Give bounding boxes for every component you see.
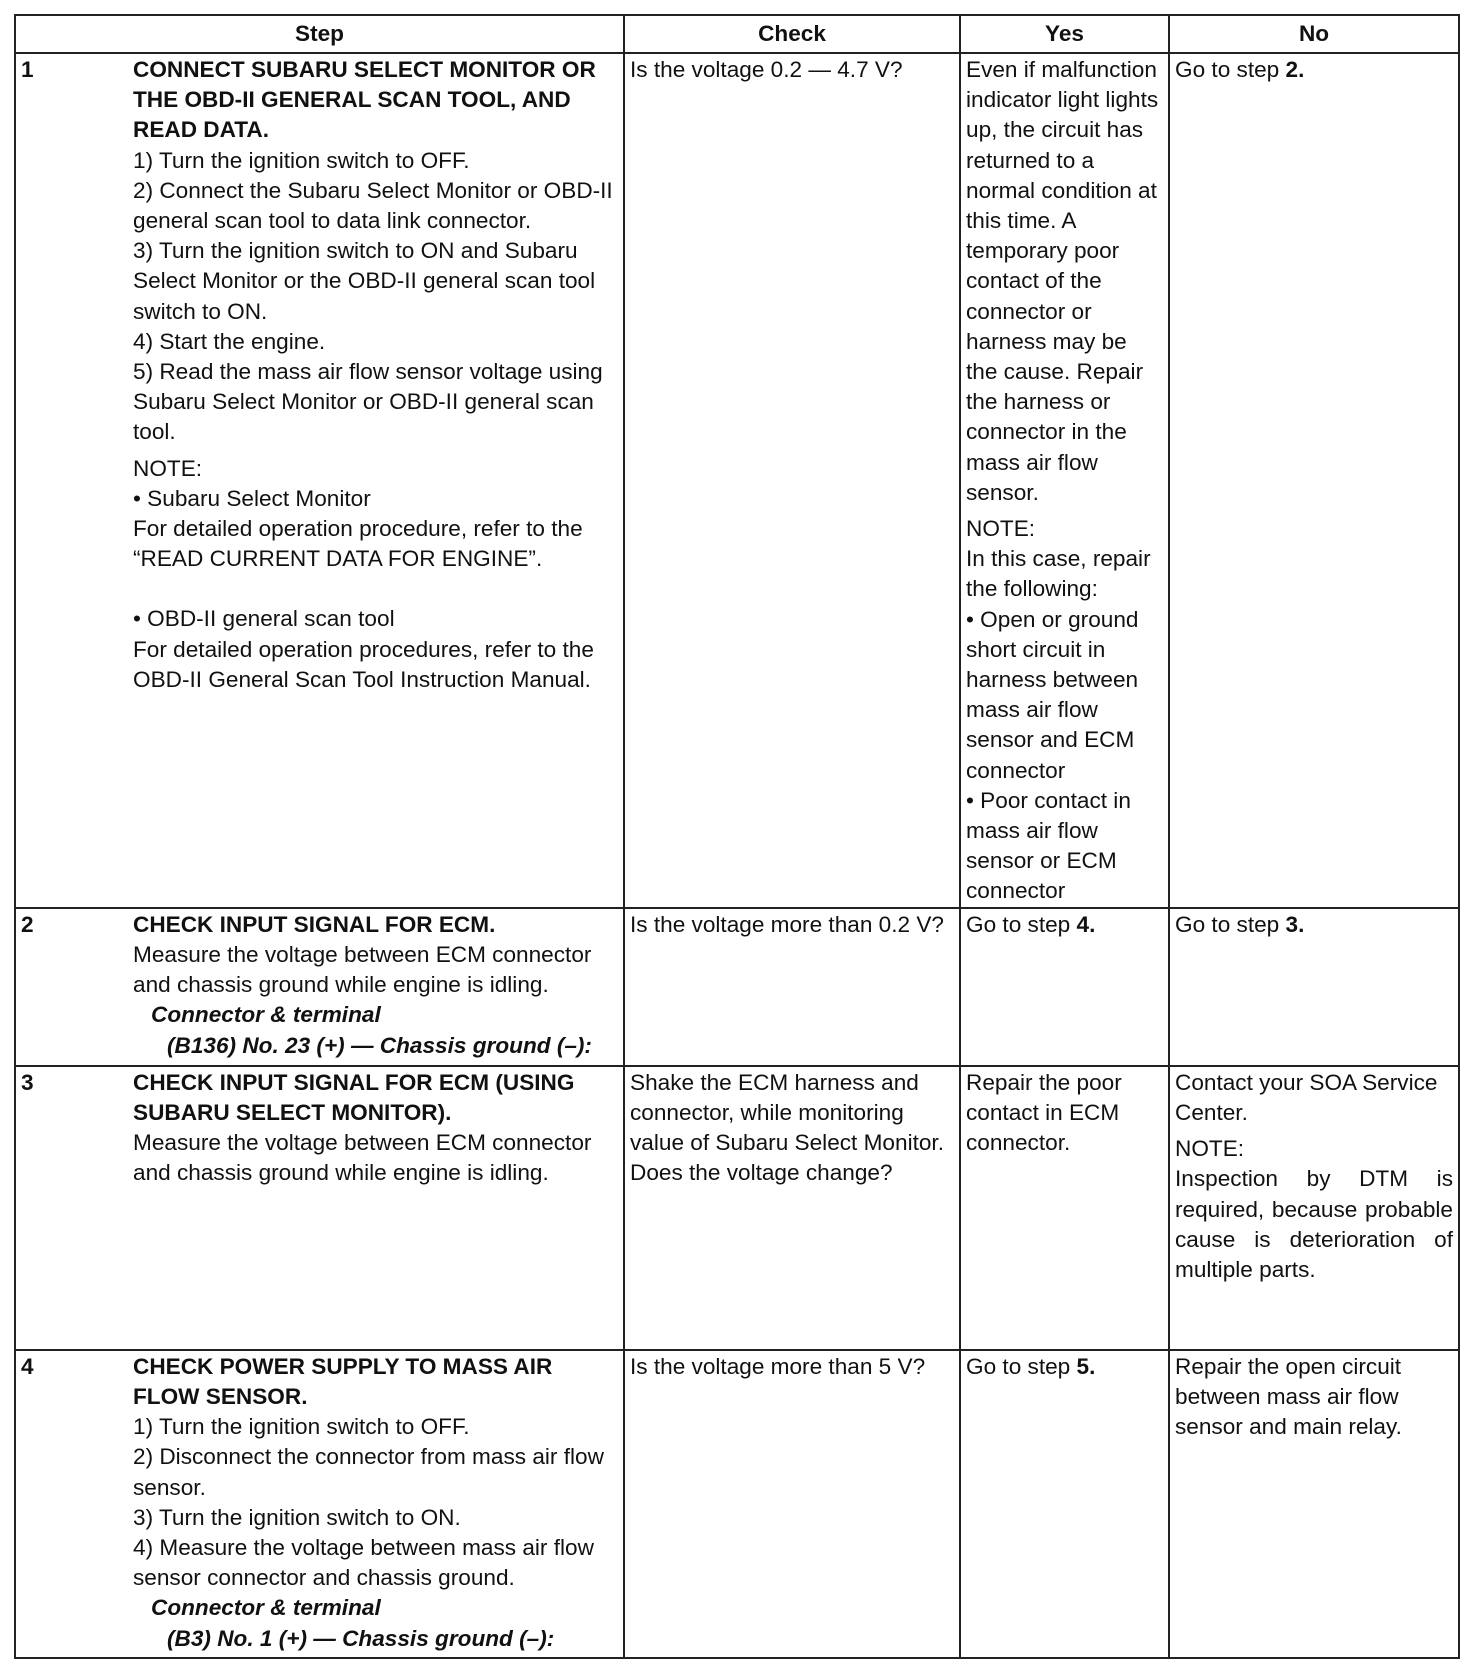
connector-label: Connector & terminal	[151, 1002, 381, 1028]
check-cell: Is the voltage more than 5 V?	[624, 1350, 960, 1658]
note-text: In this case, repair the following:	[966, 546, 1151, 602]
yes-cell	[960, 908, 1169, 1066]
step-item: 2) Connect the Subaru Select Monitor or OBD-II general scan tool to data link connector.	[133, 177, 613, 234]
header-no: No	[1169, 15, 1459, 53]
table-row	[15, 908, 1459, 1066]
note-label: NOTE:	[1175, 1136, 1245, 1162]
step-number: 3	[15, 1066, 128, 1350]
diagnostic-table	[14, 14, 1460, 1659]
step-cell	[128, 908, 624, 1066]
step-number: 1	[15, 53, 128, 908]
note-label: NOTE:	[133, 455, 203, 481]
no-cell	[1169, 908, 1459, 1066]
yes-cell	[960, 1350, 1169, 1658]
step-link: 5.	[1076, 1353, 1096, 1379]
step-title: CHECK INPUT SIGNAL FOR ECM.	[133, 911, 496, 937]
table-row	[15, 53, 1459, 908]
no-text: Contact your SOA Service Center.	[1175, 1069, 1438, 1125]
header-row	[15, 15, 1459, 53]
note-text: For detailed operation procedure, refer to the “READ CURRENT DATA FOR ENGINE”.	[133, 516, 583, 572]
check-cell: Is the voltage more than 0.2 V?	[624, 908, 960, 1066]
table-row	[15, 1066, 1459, 1350]
note-bullet: • OBD-II general scan tool	[133, 606, 395, 632]
no-prefix: Go to step	[1175, 57, 1286, 82]
step-cell	[128, 1350, 624, 1658]
step-cell	[128, 1066, 624, 1350]
step-link: 2.	[1285, 57, 1305, 82]
check-cell: Shake the ECM harness and connector, while monitoring value of Subaru Select Monitor. Does the voltage change?	[624, 1066, 960, 1350]
step-item: 4) Measure the voltage between mass air flow sensor connector and chassis ground.	[133, 1534, 594, 1591]
note-label: NOTE:	[966, 516, 1036, 542]
step-item: 4) Start the engine.	[133, 328, 326, 354]
connector-value: (B3) No. 1 (+) — Chassis ground (–):	[167, 1625, 555, 1651]
header-step: Step	[15, 15, 624, 53]
yes-cell: Repair the poor contact in ECM connector.	[960, 1066, 1169, 1350]
header-check: Check	[624, 15, 960, 53]
step-text: Measure the voltage between ECM connector and chassis ground while engine is idling.	[133, 1130, 592, 1186]
note-bullet: • Subaru Select Monitor	[133, 485, 371, 511]
no-cell: Repair the open circuit between mass air flow sensor and main relay.	[1169, 1350, 1459, 1658]
step-title: CHECK POWER SUPPLY TO MASS AIR FLOW SENSOR.	[133, 1353, 553, 1409]
note-text: For detailed operation procedures, refer to the OBD-II General Scan Tool Instruction Manual.	[133, 636, 594, 692]
yes-prefix: Go to step	[966, 1353, 1077, 1379]
step-text: Measure the voltage between ECM connector and chassis ground while engine is idling.	[133, 941, 592, 998]
no-cell	[1169, 53, 1459, 908]
note-bullet: • Poor contact in mass air flow sensor or ECM connector	[966, 787, 1131, 904]
step-item: 3) Turn the ignition switch to ON and Subaru Select Monitor or the OBD-II general scan tool switch to ON.	[133, 238, 596, 324]
step-item: 1) Turn the ignition switch to OFF.	[133, 147, 470, 173]
no-prefix: Go to step	[1175, 911, 1286, 937]
step-title: CONNECT SUBARU SELECT MONITOR OR THE OBD-II GENERAL SCAN TOOL, AND READ DATA.	[133, 57, 596, 143]
connector-value: (B136) No. 23 (+) — Chassis ground (–):	[167, 1032, 592, 1058]
step-item: 1) Turn the ignition switch to OFF.	[133, 1414, 470, 1440]
table-row	[15, 1350, 1459, 1658]
header-yes: Yes	[960, 15, 1169, 53]
step-link: 4.	[1076, 911, 1096, 937]
step-item: 2) Disconnect the connector from mass air flow sensor.	[133, 1444, 604, 1500]
step-link: 3.	[1285, 911, 1305, 937]
connector-label: Connector & terminal	[151, 1595, 381, 1621]
check-cell: Is the voltage 0.2 — 4.7 V?	[624, 53, 960, 908]
note-bullet: • Open or ground short circuit in harness between mass air flow sensor and ECM connector	[966, 606, 1139, 783]
yes-text: Even if malfunction indicator light lights up, the circuit has returned to a normal condition at this time. A temporary poor contact of the connector or harness may be the cause. Repair the harness or connector in the mass air flow sensor.	[966, 57, 1159, 505]
step-number: 2	[15, 908, 128, 1066]
step-cell	[128, 53, 624, 908]
step-item: 5) Read the mass air flow sensor voltage using Subaru Select Monitor or OBD-II general scan tool.	[133, 359, 603, 445]
note-text: Inspection by DTM is required, because probable cause is deterioration of multiple parts.	[1175, 1166, 1453, 1282]
step-item: 3) Turn the ignition switch to ON.	[133, 1504, 461, 1530]
step-number: 4	[15, 1350, 128, 1658]
yes-cell	[960, 53, 1169, 908]
no-cell	[1169, 1066, 1459, 1350]
step-title: CHECK INPUT SIGNAL FOR ECM (USING SUBARU SELECT MONITOR).	[133, 1069, 575, 1125]
yes-prefix: Go to step	[966, 911, 1077, 937]
